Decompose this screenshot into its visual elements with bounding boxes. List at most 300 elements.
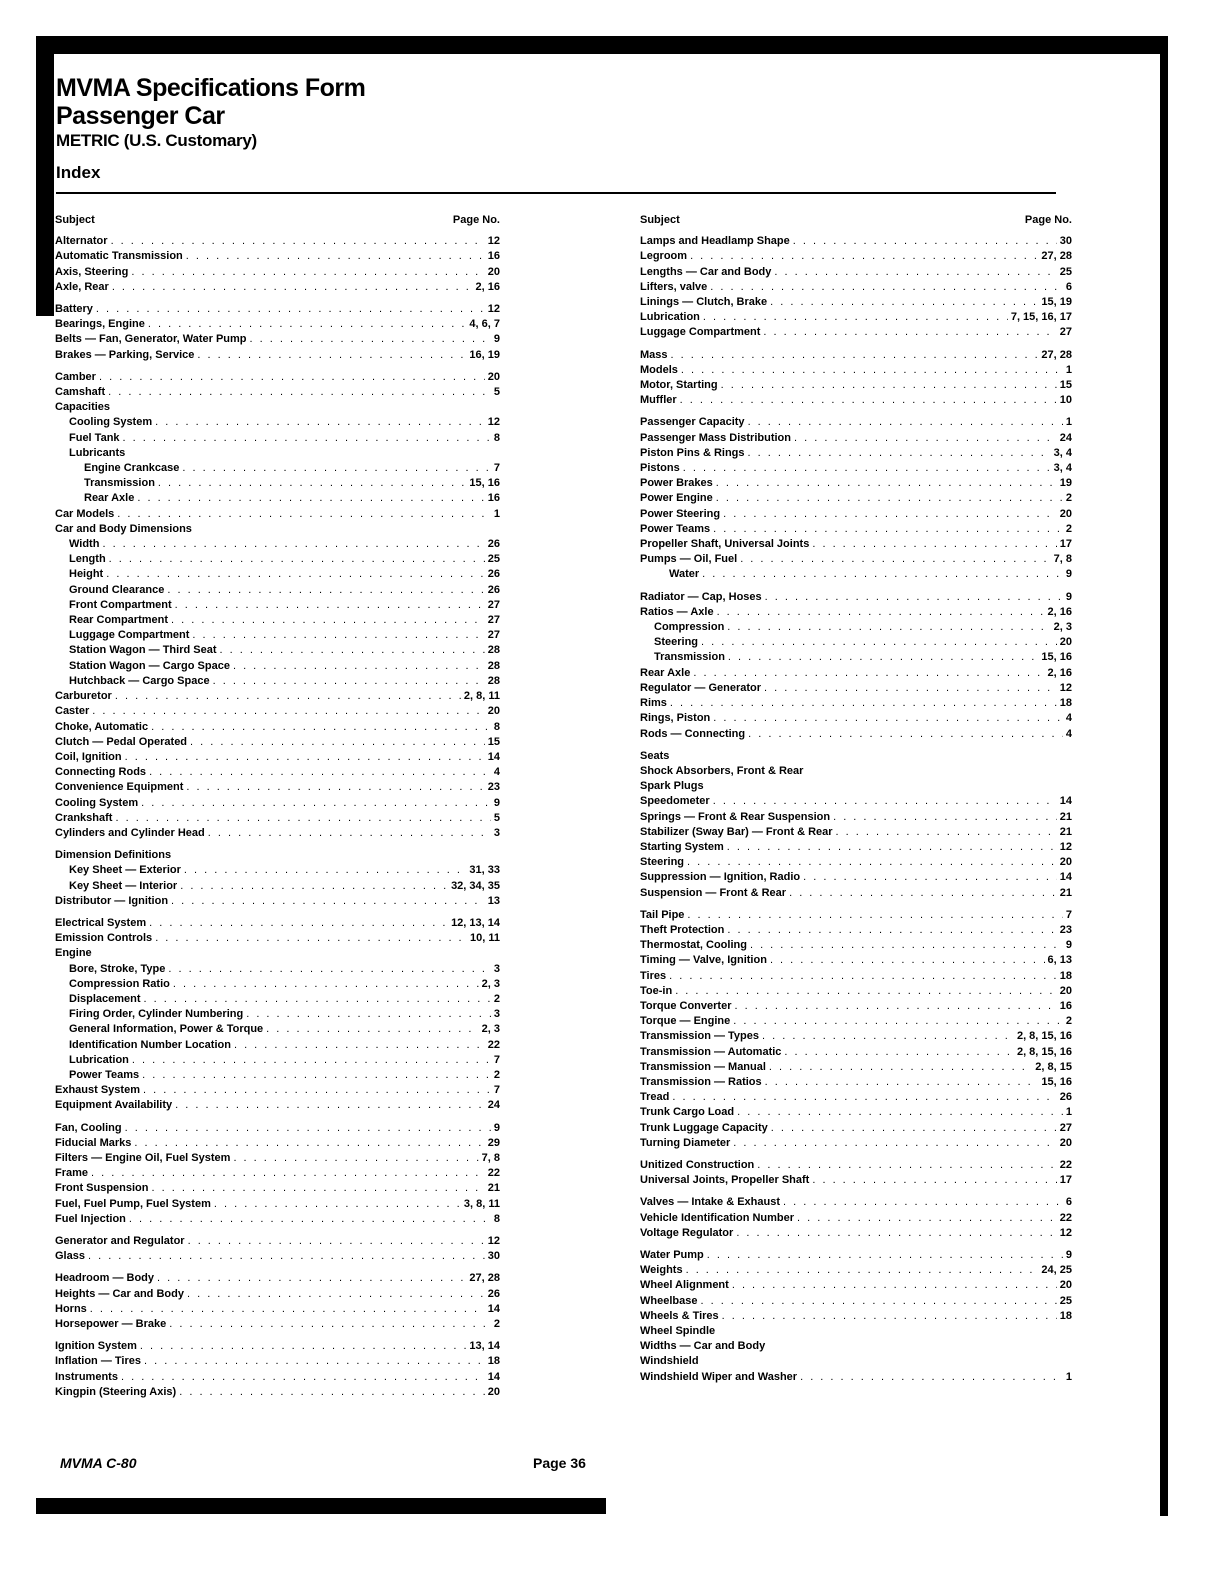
index-entry-subject: Identification Number Location bbox=[69, 1038, 231, 1051]
index-entry bbox=[640, 1105, 1072, 1120]
index-entry-page: 16 bbox=[487, 250, 500, 263]
index-entry-subject: Wheel Spindle bbox=[640, 1325, 716, 1338]
index-entry-page: 14 bbox=[487, 1370, 500, 1383]
index-entry-subject: Tread bbox=[640, 1091, 670, 1104]
index-entry-subject: Filters — Engine Oil, Fuel System bbox=[55, 1151, 231, 1164]
dot-leader bbox=[732, 1278, 1057, 1293]
dot-leader bbox=[716, 476, 1057, 491]
index-entry-subject: Rear Axle bbox=[640, 666, 691, 679]
index-entry-subject: Coil, Ignition bbox=[55, 750, 122, 763]
index-entry-subject: Valves — Intake & Exhaust bbox=[640, 1196, 781, 1209]
index-entry bbox=[640, 1339, 1072, 1354]
index-entry-subject: Key Sheet — Interior bbox=[69, 879, 178, 892]
page-header: Page No. bbox=[452, 214, 500, 226]
index-entry bbox=[640, 1075, 1072, 1090]
index-entry bbox=[55, 522, 500, 537]
index-entry bbox=[55, 704, 500, 719]
index-entry-page: 2, 16 bbox=[1047, 666, 1072, 679]
index-entry-page: 3, 4 bbox=[1053, 446, 1072, 459]
dot-leader bbox=[141, 796, 491, 811]
index-entry bbox=[640, 348, 1072, 363]
index-entry bbox=[640, 908, 1072, 923]
dot-leader bbox=[213, 674, 485, 689]
dot-leader bbox=[115, 689, 461, 704]
index-entry bbox=[55, 598, 500, 613]
index-entry-page: 20 bbox=[1059, 856, 1072, 869]
index-entry bbox=[640, 650, 1072, 665]
dot-leader bbox=[727, 620, 1050, 635]
index-entry-page: 10, 11 bbox=[470, 932, 500, 945]
index-entry-page: 22 bbox=[1059, 1211, 1072, 1224]
dot-leader bbox=[686, 1263, 1039, 1278]
index-entry bbox=[55, 894, 500, 909]
index-entry-page: 24 bbox=[487, 1099, 500, 1112]
index-entry-page: 1 bbox=[1065, 363, 1072, 376]
index-entry-subject: Lubrication bbox=[69, 1053, 129, 1066]
index-entry bbox=[640, 711, 1072, 726]
index-entry-subject: Suppression — Ignition, Radio bbox=[640, 871, 801, 884]
dot-leader bbox=[187, 1287, 485, 1302]
index-entry bbox=[55, 1197, 500, 1212]
dot-leader bbox=[125, 1121, 491, 1136]
index-entry-subject: Electrical System bbox=[55, 916, 147, 929]
index-entry-subject: Universal Joints, Propeller Shaft bbox=[640, 1174, 810, 1187]
index-entry-subject: Automatic Transmission bbox=[55, 250, 183, 263]
dot-leader bbox=[833, 810, 1057, 825]
index-entry-subject: Torque — Engine bbox=[640, 1015, 731, 1028]
index-entry-subject: Choke, Automatic bbox=[55, 720, 149, 733]
index-entry-subject: Length bbox=[69, 553, 106, 566]
index-entry bbox=[55, 1234, 500, 1249]
index-entry bbox=[640, 567, 1072, 582]
index-entry-subject: Windshield Wiper and Washer bbox=[640, 1370, 798, 1383]
index-entry bbox=[640, 999, 1072, 1014]
index-entry-page: 21 bbox=[1059, 810, 1072, 823]
index-entry bbox=[55, 1068, 500, 1083]
index-entry-subject: Springs — Front & Rear Suspension bbox=[640, 810, 831, 823]
index-entry-subject: Station Wagon — Third Seat bbox=[69, 644, 217, 657]
dot-leader bbox=[783, 1195, 1063, 1210]
index-entry-subject: Rods — Connecting bbox=[640, 727, 746, 740]
dot-leader bbox=[125, 750, 485, 765]
dot-leader bbox=[770, 295, 1038, 310]
dot-leader bbox=[774, 265, 1056, 280]
index-entry bbox=[640, 415, 1072, 430]
column-header bbox=[640, 213, 1072, 228]
index-entry bbox=[55, 1007, 500, 1022]
index-entry bbox=[55, 1038, 500, 1053]
index-entry bbox=[640, 1309, 1072, 1324]
index-entry bbox=[640, 1121, 1072, 1136]
subject-header: Subject bbox=[640, 214, 680, 226]
index-entry-page: 9 bbox=[1065, 590, 1072, 603]
index-entry-page: 15, 16 bbox=[1041, 651, 1072, 664]
document-header bbox=[56, 74, 1056, 184]
dot-leader bbox=[728, 650, 1038, 665]
dot-leader bbox=[733, 1136, 1056, 1151]
index-entry-subject: Brakes — Parking, Service bbox=[55, 348, 195, 361]
index-entry-subject: Transmission bbox=[84, 477, 155, 490]
dot-leader bbox=[707, 1248, 1063, 1263]
dot-leader bbox=[173, 977, 479, 992]
index-entry bbox=[55, 659, 500, 674]
index-entry bbox=[55, 234, 500, 249]
index-entry-page: 4, 6, 7 bbox=[469, 318, 500, 331]
dot-leader bbox=[669, 969, 1057, 984]
dot-leader bbox=[702, 567, 1063, 582]
index-entry bbox=[640, 969, 1072, 984]
dot-leader bbox=[789, 886, 1057, 901]
index-entry-page: 22 bbox=[487, 1167, 500, 1180]
index-entry bbox=[640, 1014, 1072, 1029]
index-entry-page: 1 bbox=[1065, 1106, 1072, 1119]
index-entry bbox=[55, 1385, 500, 1400]
index-entry bbox=[640, 446, 1072, 461]
index-entry bbox=[55, 583, 500, 598]
bottom-border-bar bbox=[36, 1498, 606, 1514]
dot-leader bbox=[836, 825, 1057, 840]
index-entry-subject: Emission Controls bbox=[55, 932, 153, 945]
index-entry-page: 27 bbox=[487, 629, 500, 642]
index-entry-subject: Trunk Luggage Capacity bbox=[640, 1121, 768, 1134]
index-entry-page: 7, 8 bbox=[1053, 553, 1072, 566]
group-spacer bbox=[640, 583, 1072, 590]
index-entry-subject: Trunk Cargo Load bbox=[640, 1106, 735, 1119]
index-entry-subject: Voltage Regulator bbox=[640, 1226, 734, 1239]
dot-leader bbox=[90, 1302, 485, 1317]
dot-leader bbox=[748, 415, 1063, 430]
dot-leader bbox=[797, 1211, 1057, 1226]
index-entry-subject: Ground Clearance bbox=[69, 583, 165, 596]
group-spacer bbox=[55, 841, 500, 848]
dot-leader bbox=[180, 879, 448, 894]
index-entry bbox=[640, 1173, 1072, 1188]
index-entry bbox=[55, 1022, 500, 1037]
index-entry-subject: Glass bbox=[55, 1250, 85, 1263]
index-entry-page: 14 bbox=[1059, 871, 1072, 884]
dot-leader bbox=[727, 840, 1057, 855]
index-entry-page: 1 bbox=[493, 507, 500, 520]
dot-leader bbox=[112, 280, 473, 295]
index-entry-page: 15, 19 bbox=[1041, 296, 1072, 309]
index-entry-subject: Transmission — Manual bbox=[640, 1060, 766, 1073]
dot-leader bbox=[142, 1068, 491, 1083]
index-entry-subject: Power Teams bbox=[69, 1068, 140, 1081]
page-number: Page 36 bbox=[533, 1455, 586, 1471]
index-entry-subject: Kingpin (Steering Axis) bbox=[55, 1385, 177, 1398]
index-entry-page: 3 bbox=[493, 962, 500, 975]
dot-leader bbox=[109, 552, 485, 567]
index-entry-page: 4 bbox=[1065, 727, 1072, 740]
index-entry-subject: Fan, Cooling bbox=[55, 1121, 122, 1134]
dot-leader bbox=[208, 826, 491, 841]
index-entry-subject: Thermostat, Cooling bbox=[640, 939, 747, 952]
index-entry-subject: Engine bbox=[55, 947, 92, 960]
index-entry bbox=[55, 348, 500, 363]
index-entry-subject: Luggage Compartment bbox=[640, 326, 761, 339]
index-entry-page: 20 bbox=[1059, 1279, 1072, 1292]
index-entry-subject: Lamps and Headlamp Shape bbox=[640, 235, 790, 248]
units-line: METRIC (U.S. Customary) bbox=[56, 131, 257, 150]
index-entry bbox=[55, 302, 500, 317]
index-entry-page: 5 bbox=[493, 811, 500, 824]
index-entry bbox=[640, 476, 1072, 491]
index-entry-subject: Wheel Alignment bbox=[640, 1279, 729, 1292]
index-entry bbox=[640, 378, 1072, 393]
index-entry-subject: Headroom — Body bbox=[55, 1272, 155, 1285]
index-entry-page: 21 bbox=[487, 1182, 500, 1195]
index-entry-page: 14 bbox=[1059, 795, 1072, 808]
index-entry-page: 18 bbox=[1059, 969, 1072, 982]
index-entry-page: 25 bbox=[1059, 265, 1072, 278]
index-entry bbox=[55, 931, 500, 946]
index-entry-subject: Distributor — Ignition bbox=[55, 894, 169, 907]
index-entry bbox=[640, 870, 1072, 885]
index-entry-page: 30 bbox=[1059, 235, 1072, 248]
index-entry bbox=[55, 400, 500, 415]
dot-leader bbox=[748, 446, 1051, 461]
dot-leader bbox=[169, 1317, 491, 1332]
dot-leader bbox=[812, 537, 1056, 552]
dot-leader bbox=[266, 1022, 478, 1037]
index-entry-page: 8 bbox=[493, 720, 500, 733]
dot-leader bbox=[155, 415, 485, 430]
dot-leader bbox=[771, 1121, 1057, 1136]
dot-leader bbox=[723, 507, 1057, 522]
index-entry-subject: Front Compartment bbox=[69, 598, 172, 611]
dot-leader bbox=[123, 431, 491, 446]
index-entry-page: 23 bbox=[487, 781, 500, 794]
index-entry bbox=[640, 620, 1072, 635]
index-entry bbox=[640, 1195, 1072, 1210]
dot-leader bbox=[713, 522, 1063, 537]
index-list-left bbox=[55, 234, 500, 1400]
index-entry-subject: Key Sheet — Exterior bbox=[69, 864, 181, 877]
index-entry-subject: Passenger Mass Distribution bbox=[640, 431, 791, 444]
index-entry bbox=[55, 780, 500, 795]
index-entry-page: 20 bbox=[487, 370, 500, 383]
index-entry-page: 27 bbox=[1059, 326, 1072, 339]
index-entry bbox=[640, 249, 1072, 264]
index-entry bbox=[55, 863, 500, 878]
dot-leader bbox=[680, 393, 1057, 408]
right-border-bar bbox=[1160, 36, 1168, 1516]
dot-leader bbox=[234, 1038, 485, 1053]
dot-leader bbox=[149, 765, 491, 780]
dot-leader bbox=[683, 461, 1051, 476]
dot-leader bbox=[757, 1158, 1056, 1173]
index-entry-page: 13, 14 bbox=[469, 1340, 500, 1353]
index-entry-subject: Hutchback — Cargo Space bbox=[69, 674, 210, 687]
index-entry-subject: Firing Order, Cylinder Numbering bbox=[69, 1008, 244, 1021]
dot-leader bbox=[132, 1053, 491, 1068]
document-id: MVMA C-80 bbox=[60, 1455, 137, 1471]
dot-leader bbox=[672, 1090, 1056, 1105]
dot-leader bbox=[763, 325, 1056, 340]
index-entry-subject: Bearings, Engine bbox=[55, 318, 145, 331]
index-entry-subject: Frame bbox=[55, 1167, 89, 1180]
dot-leader bbox=[108, 385, 491, 400]
index-entry-subject: Propeller Shaft, Universal Joints bbox=[640, 538, 810, 551]
index-entry bbox=[55, 643, 500, 658]
index-entry bbox=[640, 923, 1072, 938]
group-spacer bbox=[640, 341, 1072, 348]
index-entry-page: 14 bbox=[487, 1302, 500, 1315]
index-entry-page: 27, 28 bbox=[1041, 250, 1072, 263]
index-entry-page: 2, 8, 15, 16 bbox=[1016, 1030, 1072, 1043]
index-entry bbox=[55, 265, 500, 280]
dot-leader bbox=[764, 681, 1057, 696]
index-entry-page: 7 bbox=[493, 1053, 500, 1066]
index-list-right bbox=[640, 234, 1072, 1385]
index-entry-subject: Station Wagon — Cargo Space bbox=[69, 659, 230, 672]
dot-leader bbox=[717, 605, 1045, 620]
index-entry-subject: Height bbox=[69, 568, 104, 581]
dot-leader bbox=[765, 590, 1063, 605]
left-border-bar bbox=[36, 36, 54, 316]
index-entry-page: 18 bbox=[1059, 1309, 1072, 1322]
dot-leader bbox=[793, 234, 1057, 249]
dot-leader bbox=[700, 1294, 1056, 1309]
dot-leader bbox=[184, 863, 467, 878]
index-entry-subject: Clutch — Pedal Operated bbox=[55, 735, 188, 748]
index-entry-subject: Motor, Starting bbox=[640, 379, 718, 392]
index-entry-page: 2 bbox=[493, 1068, 500, 1081]
index-entry-subject: Lifters, valve bbox=[640, 280, 708, 293]
index-entry-subject: Transmission — Automatic bbox=[640, 1045, 782, 1058]
index-entry-subject: Horsepower — Brake bbox=[55, 1318, 167, 1331]
index-entry-subject: Passenger Capacity bbox=[640, 416, 745, 429]
column-header bbox=[55, 213, 500, 228]
index-entry-subject: Cooling System bbox=[55, 796, 139, 809]
index-entry-subject: Engine Crankcase bbox=[84, 462, 180, 475]
index-entry bbox=[55, 1339, 500, 1354]
index-entry bbox=[640, 363, 1072, 378]
index-entry-page: 17 bbox=[1059, 538, 1072, 551]
index-entry-page: 2 bbox=[493, 992, 500, 1005]
dot-leader bbox=[144, 1354, 485, 1369]
index-entry-subject: Models bbox=[640, 363, 678, 376]
dot-leader bbox=[106, 567, 485, 582]
index-entry bbox=[640, 779, 1072, 794]
index-entry bbox=[640, 1248, 1072, 1263]
dot-leader bbox=[722, 1309, 1057, 1324]
index-entry-subject: Weights bbox=[640, 1264, 683, 1277]
index-entry-subject: Wheels & Tires bbox=[640, 1309, 719, 1322]
index-entry bbox=[55, 1249, 500, 1264]
index-entry-page: 15 bbox=[487, 735, 500, 748]
index-entry bbox=[55, 332, 500, 347]
index-entry-page: 2 bbox=[1065, 1015, 1072, 1028]
index-column-right bbox=[640, 213, 1072, 1385]
dot-leader bbox=[137, 491, 484, 506]
index-entry bbox=[640, 280, 1072, 295]
index-entry-subject: Widths — Car and Body bbox=[640, 1340, 766, 1353]
index-entry-subject: Front Suspension bbox=[55, 1182, 149, 1195]
index-entry-subject: Ignition System bbox=[55, 1340, 137, 1353]
index-entry-subject: Speedometer bbox=[640, 795, 710, 808]
index-entry-page: 4 bbox=[493, 766, 500, 779]
index-entry bbox=[640, 1029, 1072, 1044]
index-entry bbox=[640, 1158, 1072, 1173]
index-entry bbox=[640, 984, 1072, 999]
dot-leader bbox=[134, 1136, 484, 1151]
dot-leader bbox=[233, 659, 485, 674]
dot-leader bbox=[710, 280, 1063, 295]
index-entry-subject: Rear Axle bbox=[84, 492, 135, 505]
index-entry bbox=[640, 825, 1072, 840]
index-entry-subject: Steering bbox=[640, 856, 685, 869]
dot-leader bbox=[167, 583, 484, 598]
index-entry bbox=[55, 1354, 500, 1369]
index-entry-page: 28 bbox=[487, 644, 500, 657]
index-entry-page: 20 bbox=[1059, 507, 1072, 520]
index-entry bbox=[55, 735, 500, 750]
index-entry-page: 2, 8, 11 bbox=[463, 690, 500, 703]
index-entry-subject: Connecting Rods bbox=[55, 766, 147, 779]
index-entry bbox=[640, 696, 1072, 711]
index-entry-page: 15 bbox=[1059, 379, 1072, 392]
dot-leader bbox=[175, 1098, 485, 1113]
dot-leader bbox=[713, 711, 1063, 726]
index-entry-page: 3 bbox=[493, 826, 500, 839]
index-entry-subject: Tires bbox=[640, 969, 667, 982]
index-entry-page: 7 bbox=[493, 462, 500, 475]
index-entry-subject: Spark Plugs bbox=[640, 780, 704, 793]
index-entry-page: 21 bbox=[1059, 886, 1072, 899]
dot-leader bbox=[762, 1029, 1014, 1044]
index-entry-page: 3, 8, 11 bbox=[463, 1197, 500, 1210]
index-entry-subject: Exhaust System bbox=[55, 1084, 140, 1097]
index-entry-subject: Power Teams bbox=[640, 522, 711, 535]
index-entry-subject: Lubricants bbox=[69, 446, 126, 459]
index-entry bbox=[640, 810, 1072, 825]
index-entry-page: 7, 8 bbox=[481, 1151, 500, 1164]
dot-leader bbox=[182, 461, 491, 476]
index-entry-subject: Inflation — Tires bbox=[55, 1355, 141, 1368]
index-entry-subject: Crankshaft bbox=[55, 811, 113, 824]
index-entry bbox=[640, 234, 1072, 249]
index-entry-page: 2 bbox=[1065, 492, 1072, 505]
index-entry-subject: Seats bbox=[640, 749, 670, 762]
group-spacer bbox=[640, 742, 1072, 749]
index-entry bbox=[640, 552, 1072, 567]
index-entry-page: 1 bbox=[1065, 1370, 1072, 1383]
dot-leader bbox=[102, 537, 484, 552]
index-entry-subject: Instruments bbox=[55, 1370, 118, 1383]
group-spacer bbox=[640, 1188, 1072, 1195]
index-entry-page: 20 bbox=[1059, 984, 1072, 997]
index-entry-subject: Tail Pipe bbox=[640, 908, 685, 921]
index-entry-page: 2, 3 bbox=[481, 977, 500, 990]
index-entry-subject: Camber bbox=[55, 370, 96, 383]
header-divider bbox=[56, 192, 1056, 194]
index-entry bbox=[640, 1211, 1072, 1226]
index-entry-page: 20 bbox=[1059, 1136, 1072, 1149]
index-entry-page: 32, 34, 35 bbox=[451, 879, 500, 892]
index-entry bbox=[640, 265, 1072, 280]
index-entry bbox=[55, 720, 500, 735]
group-spacer bbox=[55, 363, 500, 370]
index-entry-page: 9 bbox=[493, 1121, 500, 1134]
index-entry-subject: Transmission — Types bbox=[640, 1030, 760, 1043]
dot-leader bbox=[800, 1370, 1063, 1385]
dot-leader bbox=[812, 1173, 1056, 1188]
index-entry-subject: Transmission bbox=[654, 651, 725, 664]
group-spacer bbox=[55, 1114, 500, 1121]
dot-leader bbox=[693, 666, 1044, 681]
index-entry-page: 12 bbox=[1059, 681, 1072, 694]
